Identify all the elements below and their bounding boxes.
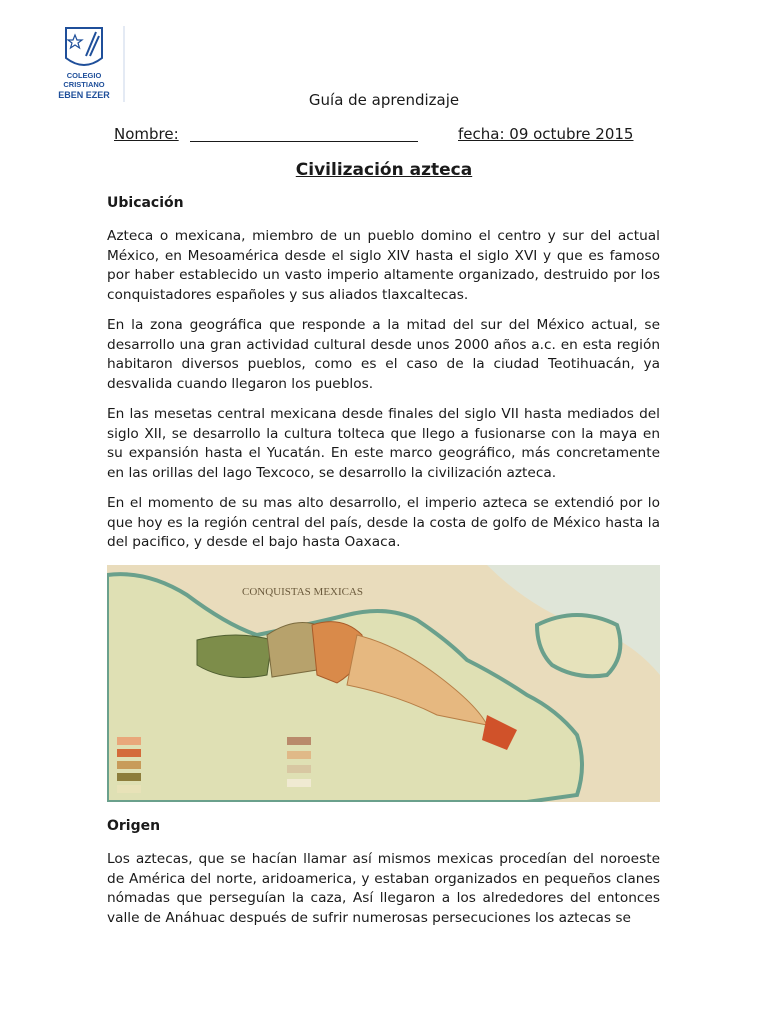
paragraph: Azteca o mexicana, miembro de un pueblo domino el centro y sur del actual México, en Mesoamérica desde el siglo XIV hasta el siglo XVI y que es famoso por haber establecido un vasto imperio altamente organizado, destruido por los conquistadores españoles y sus aliados tlaxcaltecas. bbox=[107, 228, 660, 303]
logo-text-3: EBEN EZER bbox=[58, 90, 110, 100]
logo-text-2: CRISTIANO bbox=[63, 80, 105, 89]
paragraph: En las mesetas central mexicana desde finales del siglo VII hasta mediados del siglo XII, se desarrollo la cultura tolteca que llego a fusionarse con la maya en su expansión hasta el Yucatán. En este marco geográfico, más concretamente en las orillas del lago Texcoco, se desarrollo la civilización azteca. bbox=[107, 406, 660, 481]
logo-text-1: COLEGIO bbox=[66, 71, 102, 80]
section-heading-origen: Origen bbox=[107, 818, 161, 834]
date-label: fecha: 09 octubre 2015 bbox=[458, 125, 634, 143]
section-heading-ubicacion: Ubicación bbox=[107, 195, 184, 211]
name-blank-line[interactable] bbox=[190, 141, 418, 142]
page-title: Civilización azteca bbox=[295, 160, 473, 180]
paragraph: En el momento de su mas alto desarrollo, el imperio azteca se extendió por lo que hoy es la región central del país, desde la costa de golfo de México hasta la del pacifico, y desde el bajo hasta Oaxaca. bbox=[107, 495, 660, 550]
paragraph: Los aztecas, que se hacían llamar así mismos mexicas procedían del noroeste de América del norte, aridoamerica, y estaban organizados en pequeños clanes nómadas que perseguían la caza, Así llegaron a los alrededores del entonces valle de Anáhuac después de sufrir numerosas persecuciones los aztecas se bbox=[107, 851, 660, 926]
document-type-title: Guía de aprendizaje bbox=[308, 91, 460, 109]
name-label: Nombre: bbox=[114, 125, 179, 143]
map-title: CONQUISTAS MEXICAS bbox=[242, 586, 364, 598]
aztec-conquest-map bbox=[107, 565, 660, 802]
paragraph: En la zona geográfica que responde a la mitad del sur del México actual, se desarrollo una gran actividad cultural desde unos 2000 años a.c. en esta región habitaron diversos pueblos, como es el caso de la ciudad Teotihuacán, ya desvalida cuando llegaron los pueblos. bbox=[107, 317, 660, 392]
